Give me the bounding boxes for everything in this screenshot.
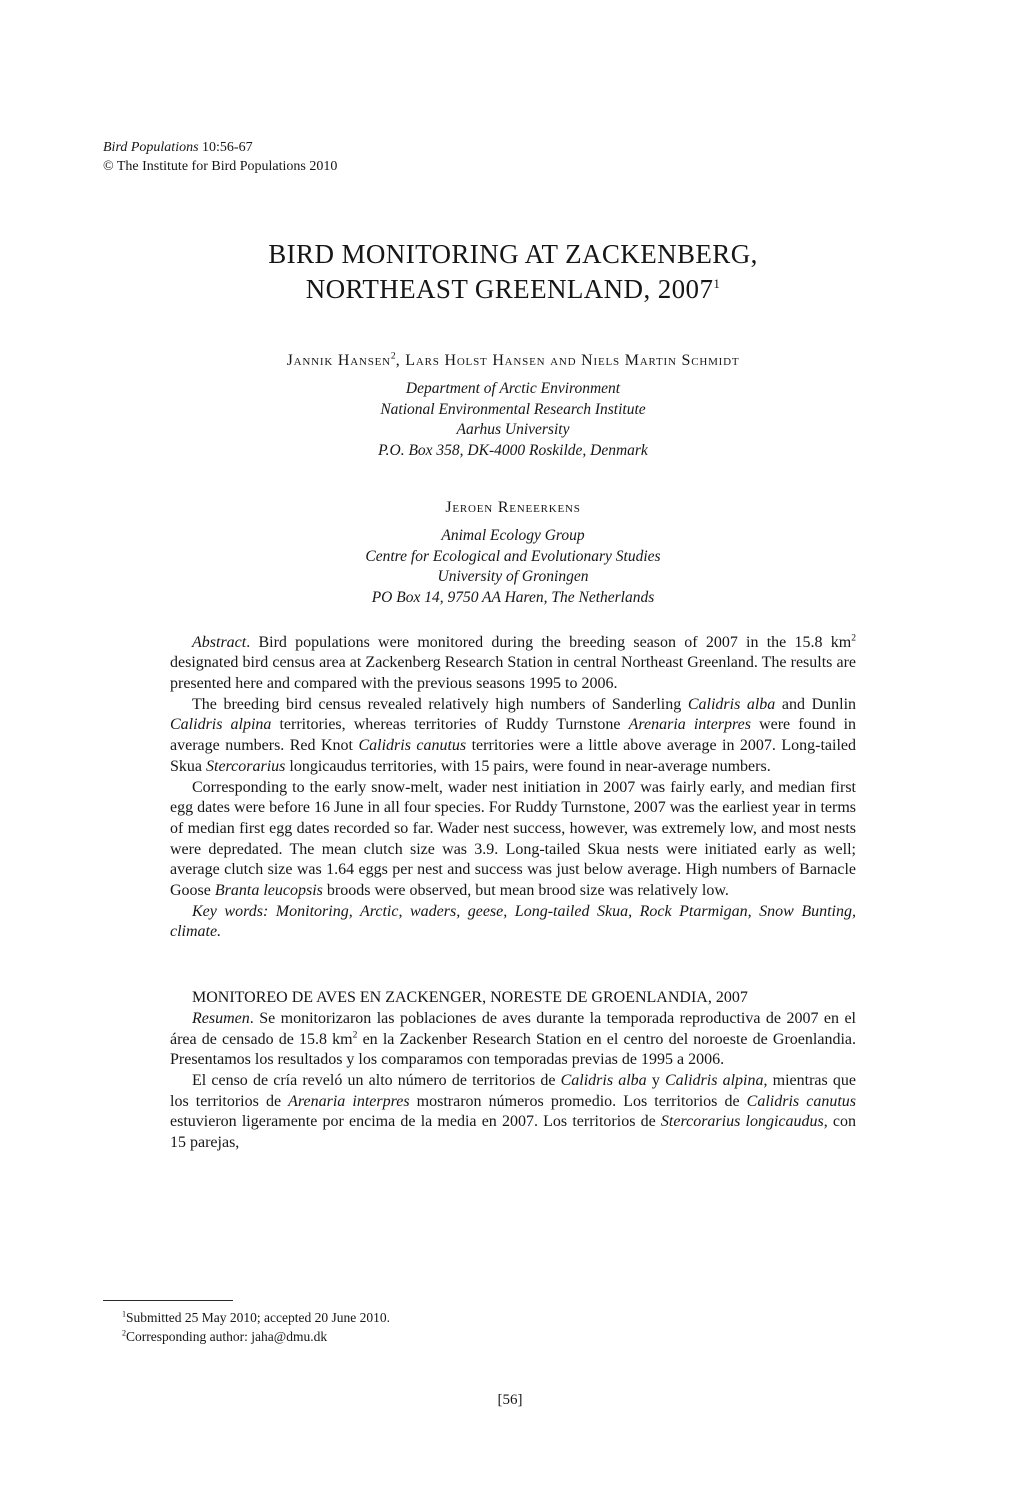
paper-title (170, 237, 856, 307)
footnote-1: $^1$Submitted 25 May 2010; accepted 20 June 2010. (122, 1309, 391, 1325)
affiliation-line: Aarhus University (456, 421, 570, 439)
title-line-2: NORTHEAST GREENLAND, 2007 (305, 274, 714, 304)
abstract-paragraph-2: The breeding bird census revealed relatively high numbers of Sanderling Calidris alba and Dunlin Calidris alpina territories, whereas territories of Ruddy Turnstone Arenaria interpres were found in average numbers. Red Knot Calidris canutus territories were a little above average in 2007. Long-tailed Skua Stercorarius longicaudus territories, with 15 pairs, were found in near-average numbers. (170, 695, 857, 775)
resumen-paragraph-1: Resumen. Se monitorizaron las poblaciones de aves durante la temporada reproductiva de 2007 en el área de censado de 15.8 $km^2$ en la Zackenber Research Station en el centro del noroeste de Groenlandia. Presentamos los resultados y los comparamos con temporadas previas de 1995 a 2006. (170, 1009, 856, 1069)
title-footnote-mark: 1 (713, 276, 721, 291)
affiliation-line: Centre for Ecological and Evolutionary Studies (365, 547, 661, 565)
abstract-paragraph-1: Abstract. Bird populations were monitored during the breeding season of 2007 in the 15.8 $km^2$ designated bird census area at Zackenberg Research Station in central Northeast Greenland. The results are presented here and compared with the previous seasons 1995 to 2006. (170, 632, 856, 693)
authors-group-2: Jeroen Reneerkens (445, 498, 581, 516)
affiliation-group-1 (170, 379, 856, 462)
affiliation-line: National Environmental Research Institute (380, 400, 646, 418)
resumen-heading: MONITOREO DE AVES EN ZACKENGER, NORESTE DE GROENLANDIA, 2007 (192, 989, 748, 1007)
title-line-1: BIRD MONITORING AT ZACKENBERG, (268, 239, 758, 269)
affiliation-line: University of Groningen (437, 568, 589, 586)
journal-copyright: © The Institute for Bird Populations 2010 (103, 158, 338, 174)
article-content (170, 0, 856, 1154)
journal-citation: Bird Populations 10:56-67 (103, 140, 253, 155)
resumen-paragraph-2: El censo de cría reveló un alto número de territorios de Calidris alba y Calidris alpina, mientras que los territorios de Arenaria interpres mostraron números promedio. Los territorios de Calidris canutus estuvieron ligeramente por encima de la media en 2007. Los territorios de Stercorarius longicaudus, con 15 parejas, (170, 1071, 857, 1152)
abstract-keywords: Key words: Monitoring, Arctic, waders, geese, Long-tailed Skua, Rock Ptarmigan, Snow Bunting, climate. (170, 902, 856, 941)
page-number: [56] (497, 1392, 523, 1408)
footnote-2: $^2$Corresponding author: jaha@dmu.dk (122, 1328, 328, 1344)
affiliation-line: P.O. Box 358, DK-4000 Roskilde, Denmark (378, 442, 648, 460)
affiliation-line: Department of Arctic Environment (405, 380, 621, 397)
resumen-section (170, 988, 856, 1154)
footnotes-section (103, 1300, 623, 1346)
affiliation-line: Animal Ecology Group (441, 526, 585, 544)
footnote-divider (103, 1300, 233, 1301)
affiliation-line: PO Box 14, 9750 AA Haren, The Netherlands (371, 588, 655, 606)
affiliation-group-2 (170, 526, 856, 609)
abstract-section (170, 633, 856, 944)
authors-group-1: Jannik Hansen$^2$, Lars Holst Hansen and Niels Martin Schmidt (286, 350, 740, 369)
abstract-paragraph-3: Corresponding to the early snow-melt, wader nest initiation in 2007 was fairly early, and median first egg dates were before 16 June in all four species. For Ruddy Turnstone, 2007 was the earliest year in terms of median first egg dates recorded so far. Wader nest success, however, was extremely low, and most nests were depredated. The mean clutch size was 3.9. Long-tailed Skua nests were initiated early as well; average clutch size was 1.64 eggs per nest and success was just below average. High numbers of Barnacle Goose Branta leucopsis broods were observed, but mean brood size was relatively low. (170, 778, 856, 900)
